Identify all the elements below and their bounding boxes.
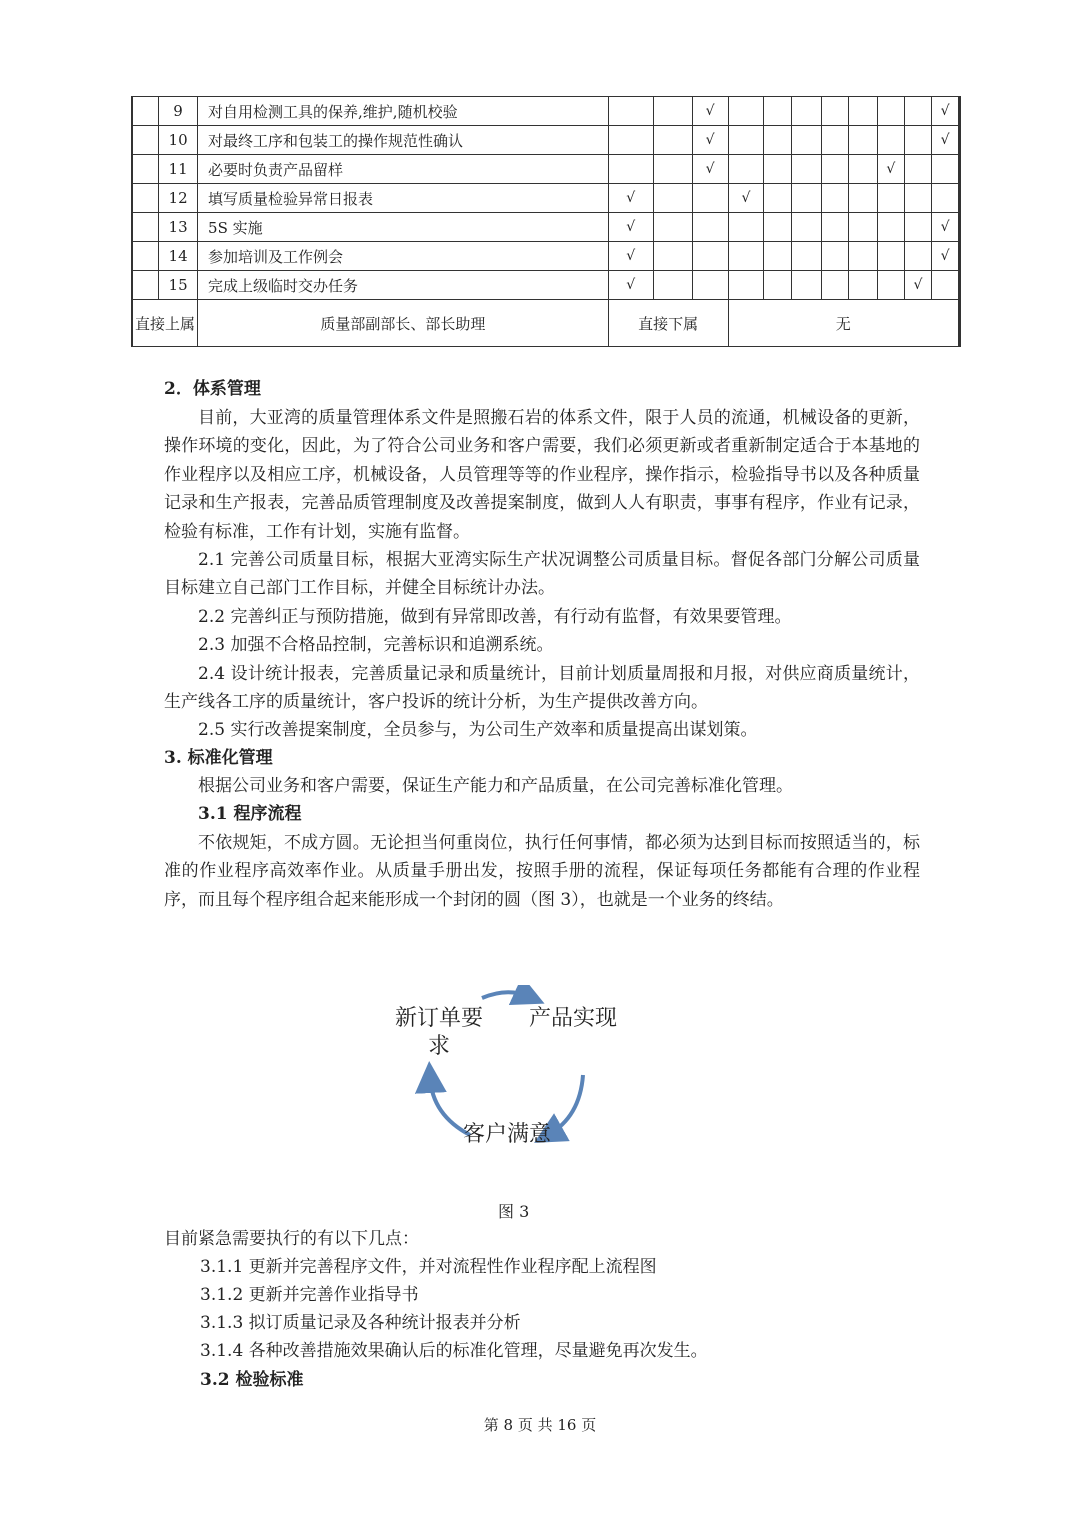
check-mark-cell: √ bbox=[932, 97, 960, 126]
table-row bbox=[132, 271, 960, 300]
check-mark-cell bbox=[764, 271, 792, 300]
check-mark-cell bbox=[904, 126, 932, 155]
table-row bbox=[132, 155, 960, 184]
section-2-body bbox=[164, 404, 920, 745]
check-mark-cell bbox=[728, 271, 764, 300]
urgent-item: 3.1.1 更新并完善程序文件，并对流程性作业程序配上流程图 bbox=[200, 1257, 657, 1277]
check-mark-cell: √ bbox=[728, 184, 764, 213]
check-mark-cell: √ bbox=[932, 242, 960, 271]
check-mark-cell bbox=[821, 126, 849, 155]
check-mark-cell bbox=[791, 213, 821, 242]
check-mark-cell bbox=[653, 184, 692, 213]
check-mark-cell bbox=[821, 213, 849, 242]
check-mark-cell bbox=[932, 155, 960, 184]
subsection-3-1-text: 不依规矩，不成方圆。无论担当何重岗位，执行任何事情，都必须为达到目标而按照适当的，标准的作业程序高效率作业。从质量手册出发，按照手册的流程，保证每项任务都能有合理的作业程序，而且每个程序组合起来能形成一个封闭的圆（图 3），也就是一个业务的终结。 bbox=[164, 832, 920, 910]
process-cycle-figure bbox=[390, 985, 630, 1185]
check-mark-cell: √ bbox=[608, 184, 653, 213]
check-mark-cell bbox=[877, 126, 904, 155]
check-mark-cell: √ bbox=[932, 213, 960, 242]
row-spacer-cell bbox=[132, 242, 159, 271]
check-mark-cell bbox=[791, 242, 821, 271]
check-mark-cell bbox=[764, 97, 792, 126]
row-number: 15 bbox=[159, 271, 198, 300]
check-mark-cell bbox=[653, 242, 692, 271]
section-3-intro: 根据公司业务和客户需要，保证生产能力和产品质量，在公司完善标准化管理。 bbox=[198, 776, 793, 796]
node-product-realization: 产品实现 bbox=[528, 1006, 617, 1031]
check-mark-cell bbox=[653, 126, 692, 155]
row-spacer-cell bbox=[132, 184, 159, 213]
check-mark-cell bbox=[608, 155, 653, 184]
figure-caption: 图 3 bbox=[498, 1202, 530, 1221]
urgent-item: 3.1.2 更新并完善作业指导书 bbox=[200, 1285, 419, 1305]
check-mark-cell bbox=[904, 242, 932, 271]
check-mark-cell bbox=[877, 213, 904, 242]
check-mark-cell bbox=[692, 213, 728, 242]
check-mark-cell bbox=[791, 126, 821, 155]
check-mark-cell bbox=[877, 271, 904, 300]
check-mark-cell bbox=[849, 126, 878, 155]
row-spacer-cell bbox=[132, 97, 159, 126]
section-2-item: 2.2 完善纠正与预防措施，做到有异常即改善，有行动有监督，有效果要管理。 bbox=[198, 606, 792, 627]
check-mark-cell bbox=[728, 97, 764, 126]
check-mark-cell: √ bbox=[932, 126, 960, 155]
top-arrow bbox=[482, 992, 530, 998]
node-customer-satisfaction: 客户满意 bbox=[462, 1122, 551, 1147]
check-mark-cell bbox=[791, 155, 821, 184]
direct-superior-value: 质量部副部长、部长助理 bbox=[198, 300, 609, 347]
check-mark-cell bbox=[849, 97, 878, 126]
task-description: 对最终工序和包装工的操作规范性确认 bbox=[198, 126, 609, 155]
row-spacer-cell bbox=[132, 126, 159, 155]
check-mark-cell bbox=[932, 271, 960, 300]
check-mark-cell bbox=[904, 97, 932, 126]
row-number: 12 bbox=[159, 184, 198, 213]
check-mark-cell bbox=[692, 271, 728, 300]
check-mark-cell bbox=[904, 213, 932, 242]
section-2-heading: 2．体系管理 bbox=[164, 379, 261, 399]
section-2-item: 2.4 设计统计报表，完善质量记录和质量统计，目前计划质量周报和月报，对供应商质量统计，生产线各工序的质量统计，客户投诉的统计分析，为生产提供改善方向。 bbox=[164, 663, 920, 713]
check-mark-cell bbox=[821, 155, 849, 184]
responsibility-table bbox=[131, 96, 961, 347]
row-number: 13 bbox=[159, 213, 198, 242]
check-mark-cell: √ bbox=[692, 155, 728, 184]
check-mark-cell bbox=[764, 213, 792, 242]
table-row bbox=[132, 126, 960, 155]
check-mark-cell bbox=[728, 213, 764, 242]
section-2-intro: 目前，大亚湾的质量管理体系文件是照搬石岩的体系文件，限于人员的流通，机械设备的更新，操作环境的变化，因此，为了符合公司业务和客户需要，我们必须更新或者重新制定适合于本基地的作业程序以及相应工序，机械设备，人员管理等等的作业程序，操作指示，检验指导书以及各种质量记录和生产报表，完善品质管理制度及改善提案制度，做到人人有职责，事事有程序，作业有记录，检验有标准，工作有计划，实施有监督。 bbox=[164, 408, 920, 542]
section-3-heading: 3. 标准化管理 bbox=[164, 748, 273, 768]
direct-subordinate-value: 无 bbox=[728, 300, 960, 347]
check-mark-cell bbox=[849, 271, 878, 300]
section-2-item: 2.1 完善公司质量目标，根据大亚湾实际生产状况调整公司质量目标。督促各部门分解公司质量目标建立自己部门工作目标，并健全目标统计办法。 bbox=[164, 550, 920, 599]
task-description: 填写质量检验异常日报表 bbox=[198, 184, 609, 213]
task-description: 参加培训及工作例会 bbox=[198, 242, 609, 271]
section-2-item: 2.3 加强不合格品控制，完善标识和追溯系统。 bbox=[198, 635, 554, 656]
check-mark-cell bbox=[849, 213, 878, 242]
task-description: 必要时负责产品留样 bbox=[198, 155, 609, 184]
check-mark-cell bbox=[653, 271, 692, 300]
direct-superior-label: 直接上属 bbox=[132, 300, 198, 347]
page-number: 第 8 页 共 16 页 bbox=[483, 1416, 597, 1434]
check-mark-cell bbox=[608, 97, 653, 126]
right-arrow bbox=[548, 1075, 583, 1135]
check-mark-cell bbox=[692, 242, 728, 271]
check-mark-cell bbox=[932, 184, 960, 213]
table-row bbox=[132, 97, 960, 126]
check-mark-cell bbox=[849, 155, 878, 184]
urgent-item: 3.1.4 各种改善措施效果确认后的标准化管理，尽量避免再次发生。 bbox=[200, 1341, 708, 1361]
check-mark-cell bbox=[821, 184, 849, 213]
urgent-intro: 目前紧急需要执行的有以下几点： bbox=[164, 1229, 419, 1249]
subsection-3-1-heading: 3.1 程序流程 bbox=[198, 804, 302, 825]
table-row bbox=[132, 184, 960, 213]
row-number: 10 bbox=[159, 126, 198, 155]
check-mark-cell bbox=[877, 184, 904, 213]
task-description: 5S 实施 bbox=[198, 213, 609, 242]
check-mark-cell bbox=[653, 97, 692, 126]
check-mark-cell: √ bbox=[692, 126, 728, 155]
direct-subordinate-label: 直接下属 bbox=[608, 300, 728, 347]
table-footer-row bbox=[132, 300, 960, 347]
check-mark-cell bbox=[728, 155, 764, 184]
check-mark-cell bbox=[904, 155, 932, 184]
node-new-order: 新订单要求 bbox=[394, 1006, 483, 1059]
check-mark-cell bbox=[791, 271, 821, 300]
check-mark-cell bbox=[791, 184, 821, 213]
check-mark-cell bbox=[653, 155, 692, 184]
section-2-item: 2.5 实行改善提案制度，全员参与，为公司生产效率和质量提高出谋划策。 bbox=[198, 720, 758, 741]
table-row bbox=[132, 242, 960, 271]
task-description: 对自用检测工具的保养,维护,随机校验 bbox=[198, 97, 609, 126]
check-mark-cell bbox=[764, 184, 792, 213]
row-number: 9 bbox=[159, 97, 198, 126]
check-mark-cell bbox=[877, 97, 904, 126]
check-mark-cell bbox=[821, 97, 849, 126]
check-mark-cell: √ bbox=[608, 242, 653, 271]
check-mark-cell bbox=[728, 126, 764, 155]
check-mark-cell bbox=[764, 242, 792, 271]
check-mark-cell bbox=[849, 242, 878, 271]
check-mark-cell: √ bbox=[608, 213, 653, 242]
check-mark-cell bbox=[764, 155, 792, 184]
subsection-3-2-heading: 3.2 检验标准 bbox=[200, 1370, 304, 1390]
check-mark-cell bbox=[728, 242, 764, 271]
check-mark-cell bbox=[849, 184, 878, 213]
table-row bbox=[132, 213, 960, 242]
check-mark-cell bbox=[764, 126, 792, 155]
task-description: 完成上级临时交办任务 bbox=[198, 271, 609, 300]
check-mark-cell: √ bbox=[608, 271, 653, 300]
row-number: 14 bbox=[159, 242, 198, 271]
check-mark-cell: √ bbox=[877, 155, 904, 184]
check-mark-cell bbox=[877, 242, 904, 271]
check-mark-cell: √ bbox=[692, 97, 728, 126]
section-3-body bbox=[164, 772, 920, 914]
row-spacer-cell bbox=[132, 213, 159, 242]
urgent-item: 3.1.3 拟订质量记录及各种统计报表并分析 bbox=[200, 1313, 521, 1333]
row-number: 11 bbox=[159, 155, 198, 184]
check-mark-cell bbox=[791, 97, 821, 126]
row-spacer-cell bbox=[132, 155, 159, 184]
check-mark-cell bbox=[653, 213, 692, 242]
check-mark-cell bbox=[692, 184, 728, 213]
check-mark-cell bbox=[821, 242, 849, 271]
check-mark-cell bbox=[821, 271, 849, 300]
check-mark-cell bbox=[608, 126, 653, 155]
row-spacer-cell bbox=[132, 271, 159, 300]
check-mark-cell: √ bbox=[904, 271, 932, 300]
check-mark-cell bbox=[904, 184, 932, 213]
